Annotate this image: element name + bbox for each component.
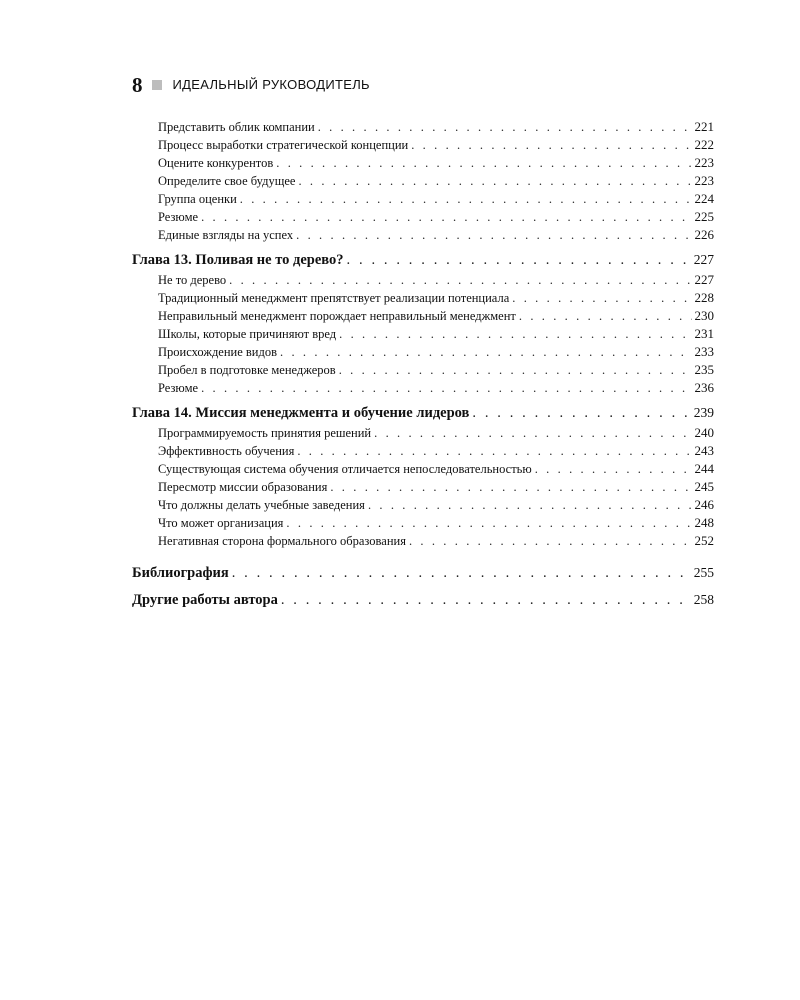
page-number: 8 — [132, 73, 143, 97]
toc-entry-page: 235 — [694, 362, 714, 377]
chapter-page: 227 — [693, 252, 714, 267]
toc-entry-page: 231 — [694, 326, 714, 341]
dot-leader — [201, 379, 691, 397]
dot-leader — [286, 514, 691, 532]
toc-entry-title: Происхождение видов — [158, 345, 278, 359]
toc-entry-title: Определите свое будущее — [158, 174, 296, 188]
toc-entry-page: 246 — [694, 497, 714, 512]
dot-leader — [535, 460, 692, 478]
toc-entry-page: 243 — [694, 443, 714, 458]
dot-leader — [411, 136, 691, 154]
dot-leader — [201, 208, 691, 226]
dot-leader — [374, 424, 691, 442]
dot-leader — [298, 172, 691, 190]
toc-entry-page: 225 — [694, 209, 714, 224]
toc-entry-title: Не то дерево — [158, 273, 227, 287]
toc-chapter-14 — [132, 402, 714, 424]
toc-entry-page: 240 — [694, 425, 714, 440]
dot-leader — [339, 325, 691, 343]
toc-entry-title: Оцените конкурентов — [158, 156, 274, 170]
toc-entry-title: Существующая система обучения отличается непоследовательностью — [158, 462, 532, 476]
toc-entry-title: Что может организация — [158, 516, 284, 530]
toc-entry-title: Программируемость принятия решений — [158, 426, 372, 440]
toc-entry — [132, 424, 714, 442]
toc-entry-page: 222 — [694, 137, 714, 152]
toc-entry — [132, 343, 714, 361]
toc-entry — [132, 271, 714, 289]
dot-leader — [347, 249, 691, 271]
toc-entry-page: 224 — [694, 191, 714, 206]
toc-entry-page: 227 — [694, 272, 714, 287]
toc-entry-title: Процесс выработки стратегической концепции — [158, 138, 409, 152]
toc-entry — [132, 118, 714, 136]
dot-leader — [281, 589, 691, 611]
dot-leader — [280, 343, 691, 361]
toc-entry-title: Представить облик компании — [158, 120, 315, 134]
dot-leader — [296, 226, 691, 244]
toc-entry — [132, 154, 714, 172]
dot-leader — [512, 289, 691, 307]
toc-entry — [132, 325, 714, 343]
toc-entry-page: 245 — [694, 479, 714, 494]
toc-entry — [132, 361, 714, 379]
toc-entry-page: 228 — [694, 290, 714, 305]
toc-entry — [132, 172, 714, 190]
toc-entry — [132, 514, 714, 532]
running-title: ИДЕАЛЬНЫЙ РУКОВОДИТЕЛЬ — [172, 77, 370, 92]
table-of-contents — [132, 118, 714, 611]
toc-entry-title: Традиционный менеджмент препятствует реализации потенциала — [158, 291, 510, 305]
dot-leader — [330, 478, 691, 496]
other-works-title: Другие работы автора — [132, 592, 278, 608]
toc-entry-page: 221 — [694, 119, 714, 134]
toc-entry-page: 226 — [694, 227, 714, 242]
dot-leader — [472, 402, 690, 424]
toc-entry-title: Негативная сторона формального образования — [158, 534, 406, 548]
bibliography-title: Библиография — [132, 565, 229, 581]
toc-entry-title: Группа оценки — [158, 192, 237, 206]
toc-entry — [132, 289, 714, 307]
toc-entry-title: Резюме — [158, 210, 199, 224]
toc-entry — [132, 442, 714, 460]
toc-entry-title: Пересмотр миссии образования — [158, 480, 328, 494]
dot-leader — [240, 190, 692, 208]
dot-leader — [339, 361, 692, 379]
toc-entry — [132, 208, 714, 226]
dot-leader — [229, 271, 691, 289]
bibliography-page: 255 — [693, 565, 714, 580]
toc-entry-page: 223 — [694, 173, 714, 188]
toc-entry — [132, 307, 714, 325]
toc-entry — [132, 226, 714, 244]
toc-entry-title: Школы, которые причиняют вред — [158, 327, 337, 341]
toc-entry-page: 244 — [694, 461, 714, 476]
dot-leader — [368, 496, 692, 514]
toc-entry-page: 248 — [694, 515, 714, 530]
dot-leader — [318, 118, 692, 136]
header-square-ornament — [152, 80, 162, 90]
page-header — [132, 74, 370, 96]
toc-entry-page: 223 — [694, 155, 714, 170]
toc-entry-page: 233 — [694, 344, 714, 359]
toc-chapter-13 — [132, 249, 714, 271]
dot-leader — [519, 307, 692, 325]
toc-entry — [132, 496, 714, 514]
chapter-title: Глава 13. Поливая не то дерево? — [132, 252, 344, 268]
dot-leader — [297, 442, 691, 460]
dot-leader — [232, 562, 691, 584]
toc-entry-title: Что должны делать учебные заведения — [158, 498, 365, 512]
toc-entry-title: Резюме — [158, 381, 199, 395]
chapter-page: 239 — [693, 405, 714, 420]
toc-entry — [132, 190, 714, 208]
toc-entry-page: 252 — [694, 533, 714, 548]
toc-entry — [132, 379, 714, 397]
toc-entry — [132, 532, 714, 550]
toc-entry-title: Единые взгляды на успех — [158, 228, 294, 242]
toc-entry-page: 230 — [694, 308, 714, 323]
toc-entry — [132, 460, 714, 478]
toc-entry — [132, 136, 714, 154]
chapter-title: Глава 14. Миссия менеджмента и обучение лидеров — [132, 405, 470, 421]
toc-entry-title: Пробел в подготовке менеджеров — [158, 363, 336, 377]
toc-bibliography — [132, 562, 714, 584]
toc-entry-page: 236 — [694, 380, 714, 395]
toc-entry — [132, 478, 714, 496]
toc-entry-title: Эффективность обучения — [158, 444, 295, 458]
toc-entry-title: Неправильный менеджмент порождает неправильный менеджмент — [158, 309, 516, 323]
other-works-page: 258 — [693, 592, 714, 607]
dot-leader — [409, 532, 692, 550]
toc-other-works — [132, 589, 714, 611]
dot-leader — [276, 154, 691, 172]
